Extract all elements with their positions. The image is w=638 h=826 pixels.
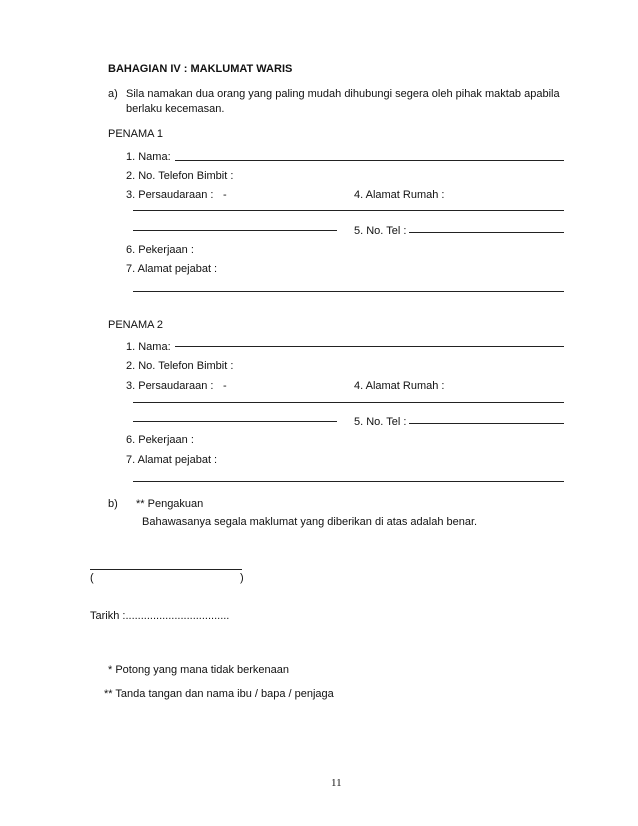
note-tanda-tangan: ** Tanda tangan dan nama ibu / bapa / penjaga	[104, 688, 334, 700]
penama2-persaudaraan-label: 3. Persaudaraan :	[126, 380, 214, 392]
instruction-line2: berlaku kecemasan.	[126, 103, 225, 115]
penama1-persaudaraan-field[interactable]	[133, 210, 564, 211]
penama2-alamat-pejabat-label: 7. Alamat pejabat :	[126, 454, 218, 466]
penama1-nama-label: 1. Nama:	[126, 151, 171, 163]
penama2-alamat-rumah-label: 4. Alamat Rumah :	[354, 380, 445, 392]
penama2-nama-field[interactable]	[175, 346, 564, 347]
penama1-nama-field[interactable]	[175, 160, 564, 161]
penama2-no-tel-field[interactable]	[409, 423, 564, 424]
pengakuan-marker: b)	[108, 498, 118, 510]
penama2-alamat-rumah-field[interactable]	[133, 421, 337, 422]
pengakuan-statement: Bahawasanya segala maklumat yang diberikan di atas adalah benar.	[142, 516, 478, 528]
penama2-pekerjaan-label: 6. Pekerjaan :	[126, 434, 194, 446]
penama2-heading: PENAMA 2	[108, 319, 164, 331]
signature-line[interactable]	[90, 569, 242, 570]
penama2-persaudaraan-dot: -	[223, 380, 227, 392]
penama2-telefon-label: 2. No. Telefon Bimbit :	[126, 360, 234, 372]
penama1-no-tel-field[interactable]	[409, 232, 564, 233]
signature-open-paren: (	[90, 572, 94, 584]
penama1-persaudaraan-dot: -	[223, 189, 227, 201]
tarikh-field[interactable]: Tarikh :..................................	[90, 610, 230, 622]
signature-close-paren: )	[240, 572, 244, 584]
penama1-alamat-rumah-label: 4. Alamat Rumah :	[354, 189, 445, 201]
penama1-alamat-pejabat-field[interactable]	[133, 291, 564, 292]
penama2-alamat-pejabat-field[interactable]	[133, 481, 564, 482]
penama1-no-tel-label: 5. No. Tel :	[354, 225, 407, 237]
section-title: BAHAGIAN IV : MAKLUMAT WARIS	[108, 63, 293, 75]
penama1-alamat-pejabat-label: 7. Alamat pejabat :	[126, 263, 218, 275]
penama1-heading: PENAMA 1	[108, 128, 164, 140]
penama2-nama-label: 1. Nama:	[126, 341, 171, 353]
penama1-alamat-rumah-field[interactable]	[133, 230, 337, 231]
penama2-no-tel-label: 5. No. Tel :	[354, 416, 407, 428]
pengakuan-title: ** Pengakuan	[136, 498, 204, 510]
instruction-line1: Sila namakan dua orang yang paling mudah dihubungi segera oleh pihak maktab apabila	[126, 88, 560, 100]
note-potong: * Potong yang mana tidak berkenaan	[108, 664, 290, 676]
penama1-persaudaraan-label: 3. Persaudaraan :	[126, 189, 214, 201]
instruction-marker: a)	[108, 88, 118, 100]
penama1-pekerjaan-label: 6. Pekerjaan :	[126, 244, 194, 256]
penama1-telefon-label: 2. No. Telefon Bimbit :	[126, 170, 234, 182]
page-number: 11	[331, 777, 342, 789]
penama2-persaudaraan-field[interactable]	[133, 402, 564, 403]
